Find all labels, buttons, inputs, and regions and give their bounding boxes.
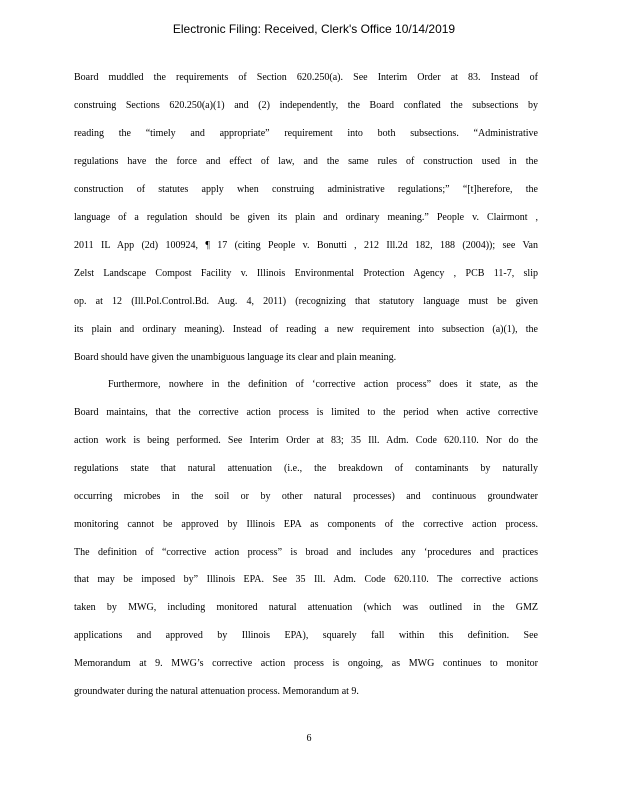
text-line: regulations have the force and effect of law, and the same rules of construction used in the [74,156,538,167]
text-line: construing Sections 620.250(a)(1) and (2) independently, the Board conflated the subsections by [74,100,538,111]
text-line: Memorandum at 9. MWG’s corrective action process is ongoing, as MWG continues to monitor [74,658,538,669]
text-line: action work is being performed. See Interim Order at 83; 35 Ill. Adm. Code 620.110. Nor do the [74,435,538,446]
page-number: 6 [306,733,312,744]
text-line: op. at 12 (Ill.Pol.Control.Bd. Aug. 4, 2011) (recognizing that statutory language must be given [74,296,538,307]
text-line: taken by MWG, including monitored natural attenuation (which was outlined in the GMZ [74,602,538,613]
text-line: Zelst Landscape Compost Facility v. Illinois Environmental Protection Agency , PCB 11-7, slip [74,268,538,279]
text-line: Board muddled the requirements of Section 620.250(a). See Interim Order at 83. Instead of [74,72,538,83]
text-line: that may be imposed by” Illinois EPA. See 35 Ill. Adm. Code 620.110. The corrective actions [74,574,538,585]
text-line: reading the “timely and appropriate” requirement into both subsections. “Administrative [74,128,538,139]
paragraph-first-line: Furthermore, nowhere in the definition of ‘corrective action process” does it state, as the [108,379,538,390]
text-line: applications and approved by Illinois EPA), squarely fall within this definition. See [74,630,538,641]
text-line: occurring microbes in the soil or by other natural processes) and continuous groundwater [74,491,538,502]
text-line: regulations state that natural attenuation (i.e., the breakdown of contaminants by naturally [74,463,538,474]
paragraph-last-line: groundwater during the natural attenuation process. Memorandum at 9. [74,686,359,697]
text-line: language of a regulation should be given its plain and ordinary meaning.” People v. Clairmont , [74,212,538,223]
filing-stamp-header: Electronic Filing: Received, Clerk's Office 10/14/2019 [172,22,456,36]
text-line: The definition of “corrective action process” is broad and includes any ‘procedures and practices [74,547,538,558]
text-line: Board maintains, that the corrective action process is limited to the period when active corrective [74,407,538,418]
text-line: construction of statutes apply when construing administrative regulations;” “[t]herefore, the [74,184,538,195]
text-line: monitoring cannot be approved by Illinois EPA as components of the corrective action process. [74,519,538,530]
text-line: 2011 IL App (2d) 100924, ¶ 17 (citing People v. Bonutti , 212 Ill.2d 182, 188 (2004)); see Van [74,240,538,251]
paragraph-last-line: Board should have given the unambiguous language its clear and plain meaning. [74,352,397,363]
text-line: its plain and ordinary meaning). Instead of reading a new requirement into subsection (a)(1), the [74,324,538,335]
